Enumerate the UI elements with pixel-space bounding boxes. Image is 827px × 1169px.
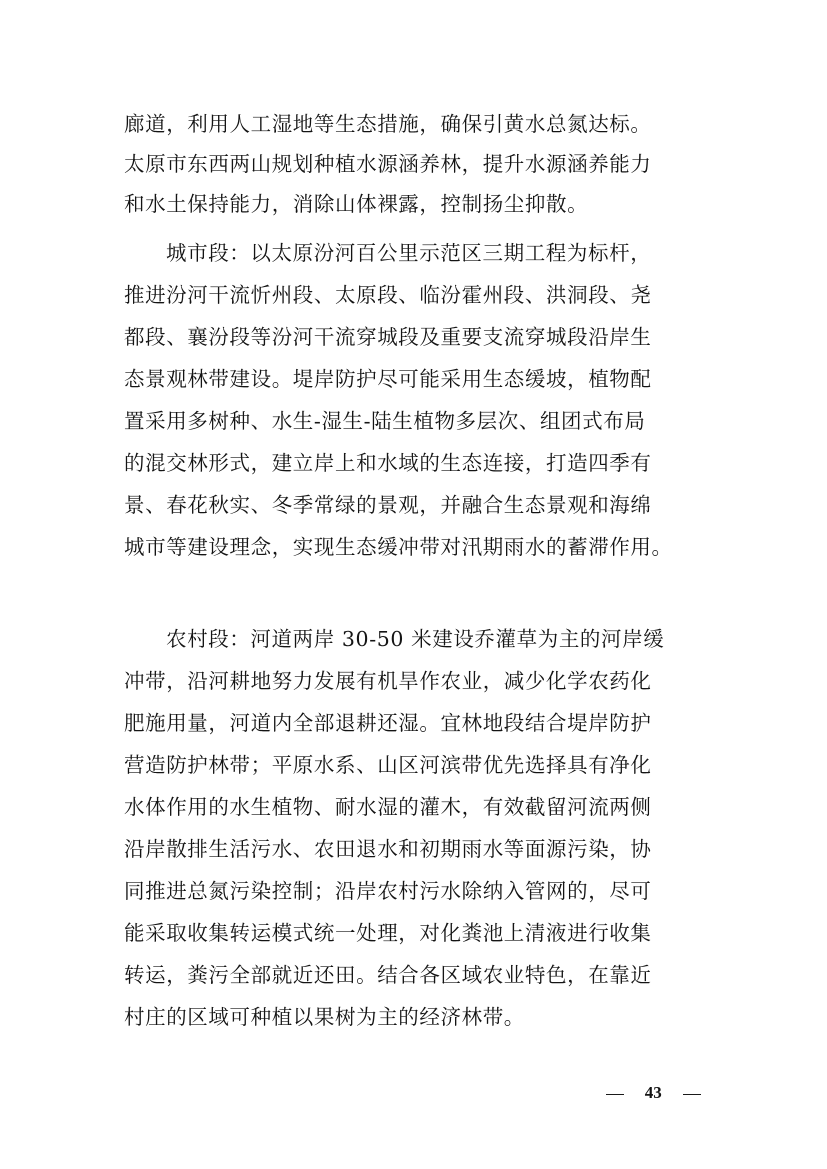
text-line: 置采用多树种、水生-湿生-陆生植物多层次、组团式布局 [124, 409, 646, 433]
text-line: 同推进总氮污染控制；沿岸农村污水除纳入管网的，尽可 [124, 879, 652, 903]
text-line: 的混交林形式，建立岸上和水域的生态连接，打造四季有 [124, 451, 652, 475]
page-footer [606, 1076, 701, 1110]
text-line: 太原市东西两山规划种植水源涵养林，提升水源涵养能力 [124, 152, 652, 176]
text-line: 冲带，沿河耕地努力发展有机旱作农业，减少化学农药化 [124, 669, 652, 693]
footer-dash-right [683, 1094, 701, 1095]
text-line: 态景观林带建设。堤岸防护尽可能采用生态缓坡，植物配 [124, 367, 652, 391]
paragraph-city-section-first-line: 城市段：以太原汾河百公里示范区三期工程为标杆， [166, 241, 652, 265]
text-line: 景、春花秋实、冬季常绿的景观，并融合生态景观和海绵 [124, 493, 652, 517]
text-line: 水体作用的水生植物、耐水湿的灌木，有效截留河流两侧 [124, 795, 652, 819]
text-line: 能采取收集转运模式统一处理，对化粪池上清液进行收集 [124, 921, 652, 945]
text-line: 营造防护林带；平原水系、山区河滨带优先选择具有净化 [124, 753, 652, 777]
text-line: 肥施用量，河道内全部退耕还湿。宜林地段结合堤岸防护 [124, 711, 652, 735]
text-line: 沿岸散排生活污水、农田退水和初期雨水等面源污染，协 [124, 837, 652, 861]
text-line: 转运，粪污全部就近还田。结合各区域农业特色，在靠近 [124, 963, 652, 987]
text-line: 和水土保持能力，消除山体裸露，控制扬尘抑散。 [124, 192, 589, 216]
page-number: 43 [644, 1083, 662, 1102]
text-line: 廊道，利用人工湿地等生态措施，确保引黄水总氮达标。 [124, 112, 652, 136]
text-line: 推进汾河干流忻州段、太原段、临汾霍州段、洪洞段、尧 [124, 283, 652, 307]
paragraph-rural-section-first-line: 农村段：河道两岸 30-50 米建设乔灌草为主的河岸缓 [166, 627, 665, 651]
footer-dash-left [606, 1094, 624, 1095]
text-line: 村庄的区域可种植以果树为主的经济林带。 [124, 1005, 525, 1029]
text-line: 城市等建设理念，实现生态缓冲带对汛期雨水的蓄滞作用。 [124, 535, 673, 559]
text-line: 都段、襄汾段等汾河干流穿城段及重要支流穿城段沿岸生 [124, 325, 652, 349]
